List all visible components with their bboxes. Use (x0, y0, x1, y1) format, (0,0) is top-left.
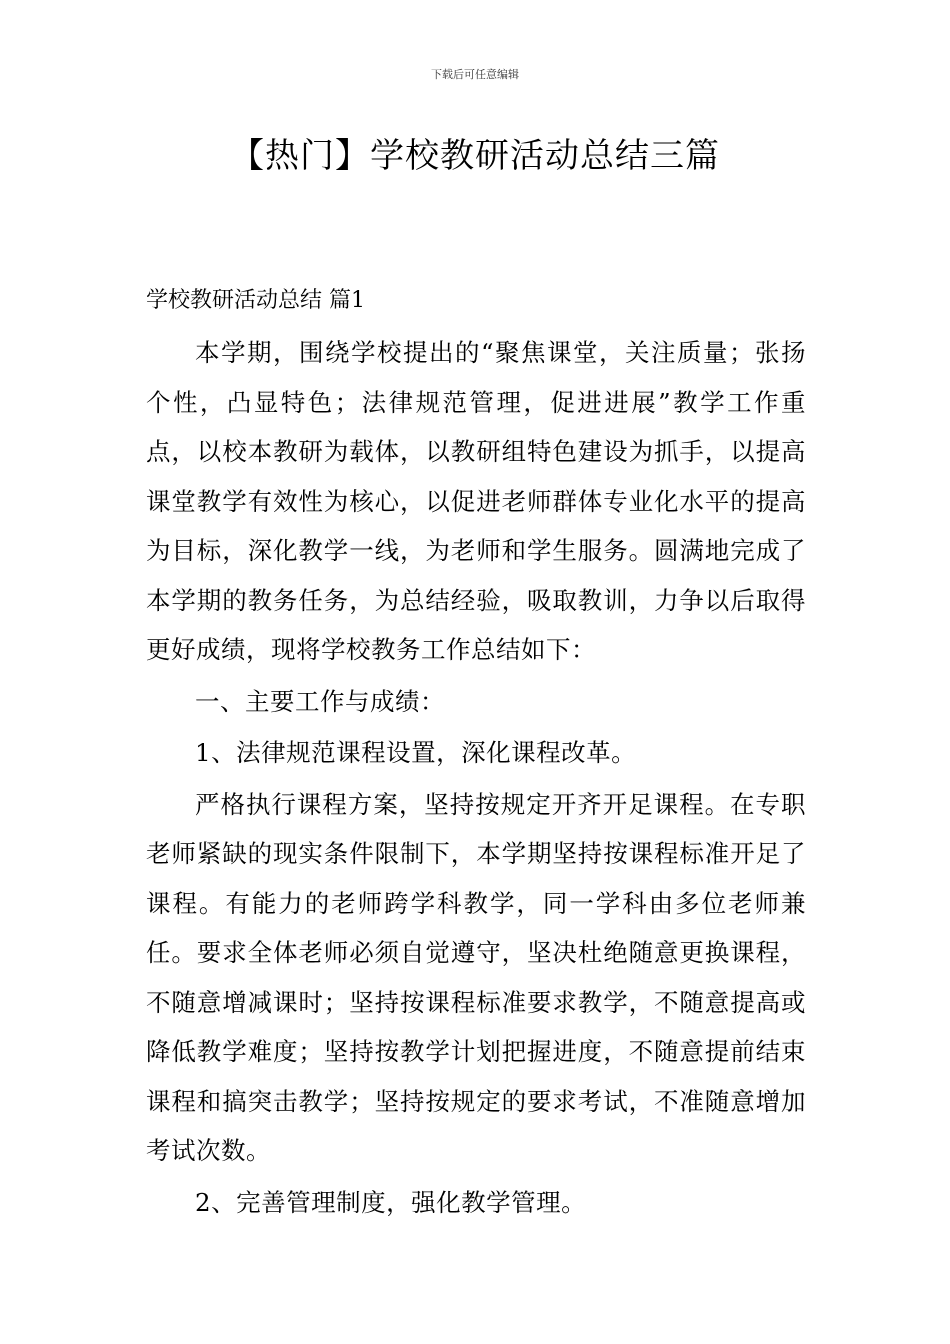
paragraph-intro: 本学期，围绕学校提出的“聚焦课堂，关注质量；张扬个性，凸显特色；法律规范管理，促进进展”教学工作重点，以校本教研为载体，以教研组特色建设为抓手，以提高课堂教学有效性为核心，以促进老师群体专业化水平的提高为目标，深化教学一线，为老师和学生服务。圆满地完成了本学期的教务任务，为总结经验，吸取教训，力争以后取得更好成绩，现将学校教务工作总结如下： (146, 338, 806, 664)
paragraph-item-1: 1、法律规范课程设置，深化课程改革。 (195, 738, 637, 767)
section-heading: 学校教研活动总结 篇1 (146, 288, 365, 313)
document-title: 【热门】学校教研活动总结三篇 (230, 136, 720, 176)
paragraph-main-work: 一、主要工作与成绩： (195, 686, 445, 716)
paragraph-curriculum: 严格执行课程方案，坚持按规定开齐开足课程。在专职老师紧缺的现实条件限制下，本学期坚持按课程标准开足了课程。有能力的老师跨学科教学，同一学科由多位老师兼任。要求全体老师必须自觉遵守，坚决杜绝随意更换课程，不随意增减课时；坚持按课程标准要求教学，不随意提高或降低教学难度；坚持按教学计划把握进度，不随意提前结束课程和搞突击教学；坚持按规定的要求考试，不准随意增加考试次数。 (146, 789, 806, 1165)
header-note: 下载后可任意编辑 (431, 68, 519, 81)
document-body (146, 328, 806, 1227)
paragraph-item-2: 2、完善管理制度，强化教学管理。 (195, 1187, 587, 1217)
